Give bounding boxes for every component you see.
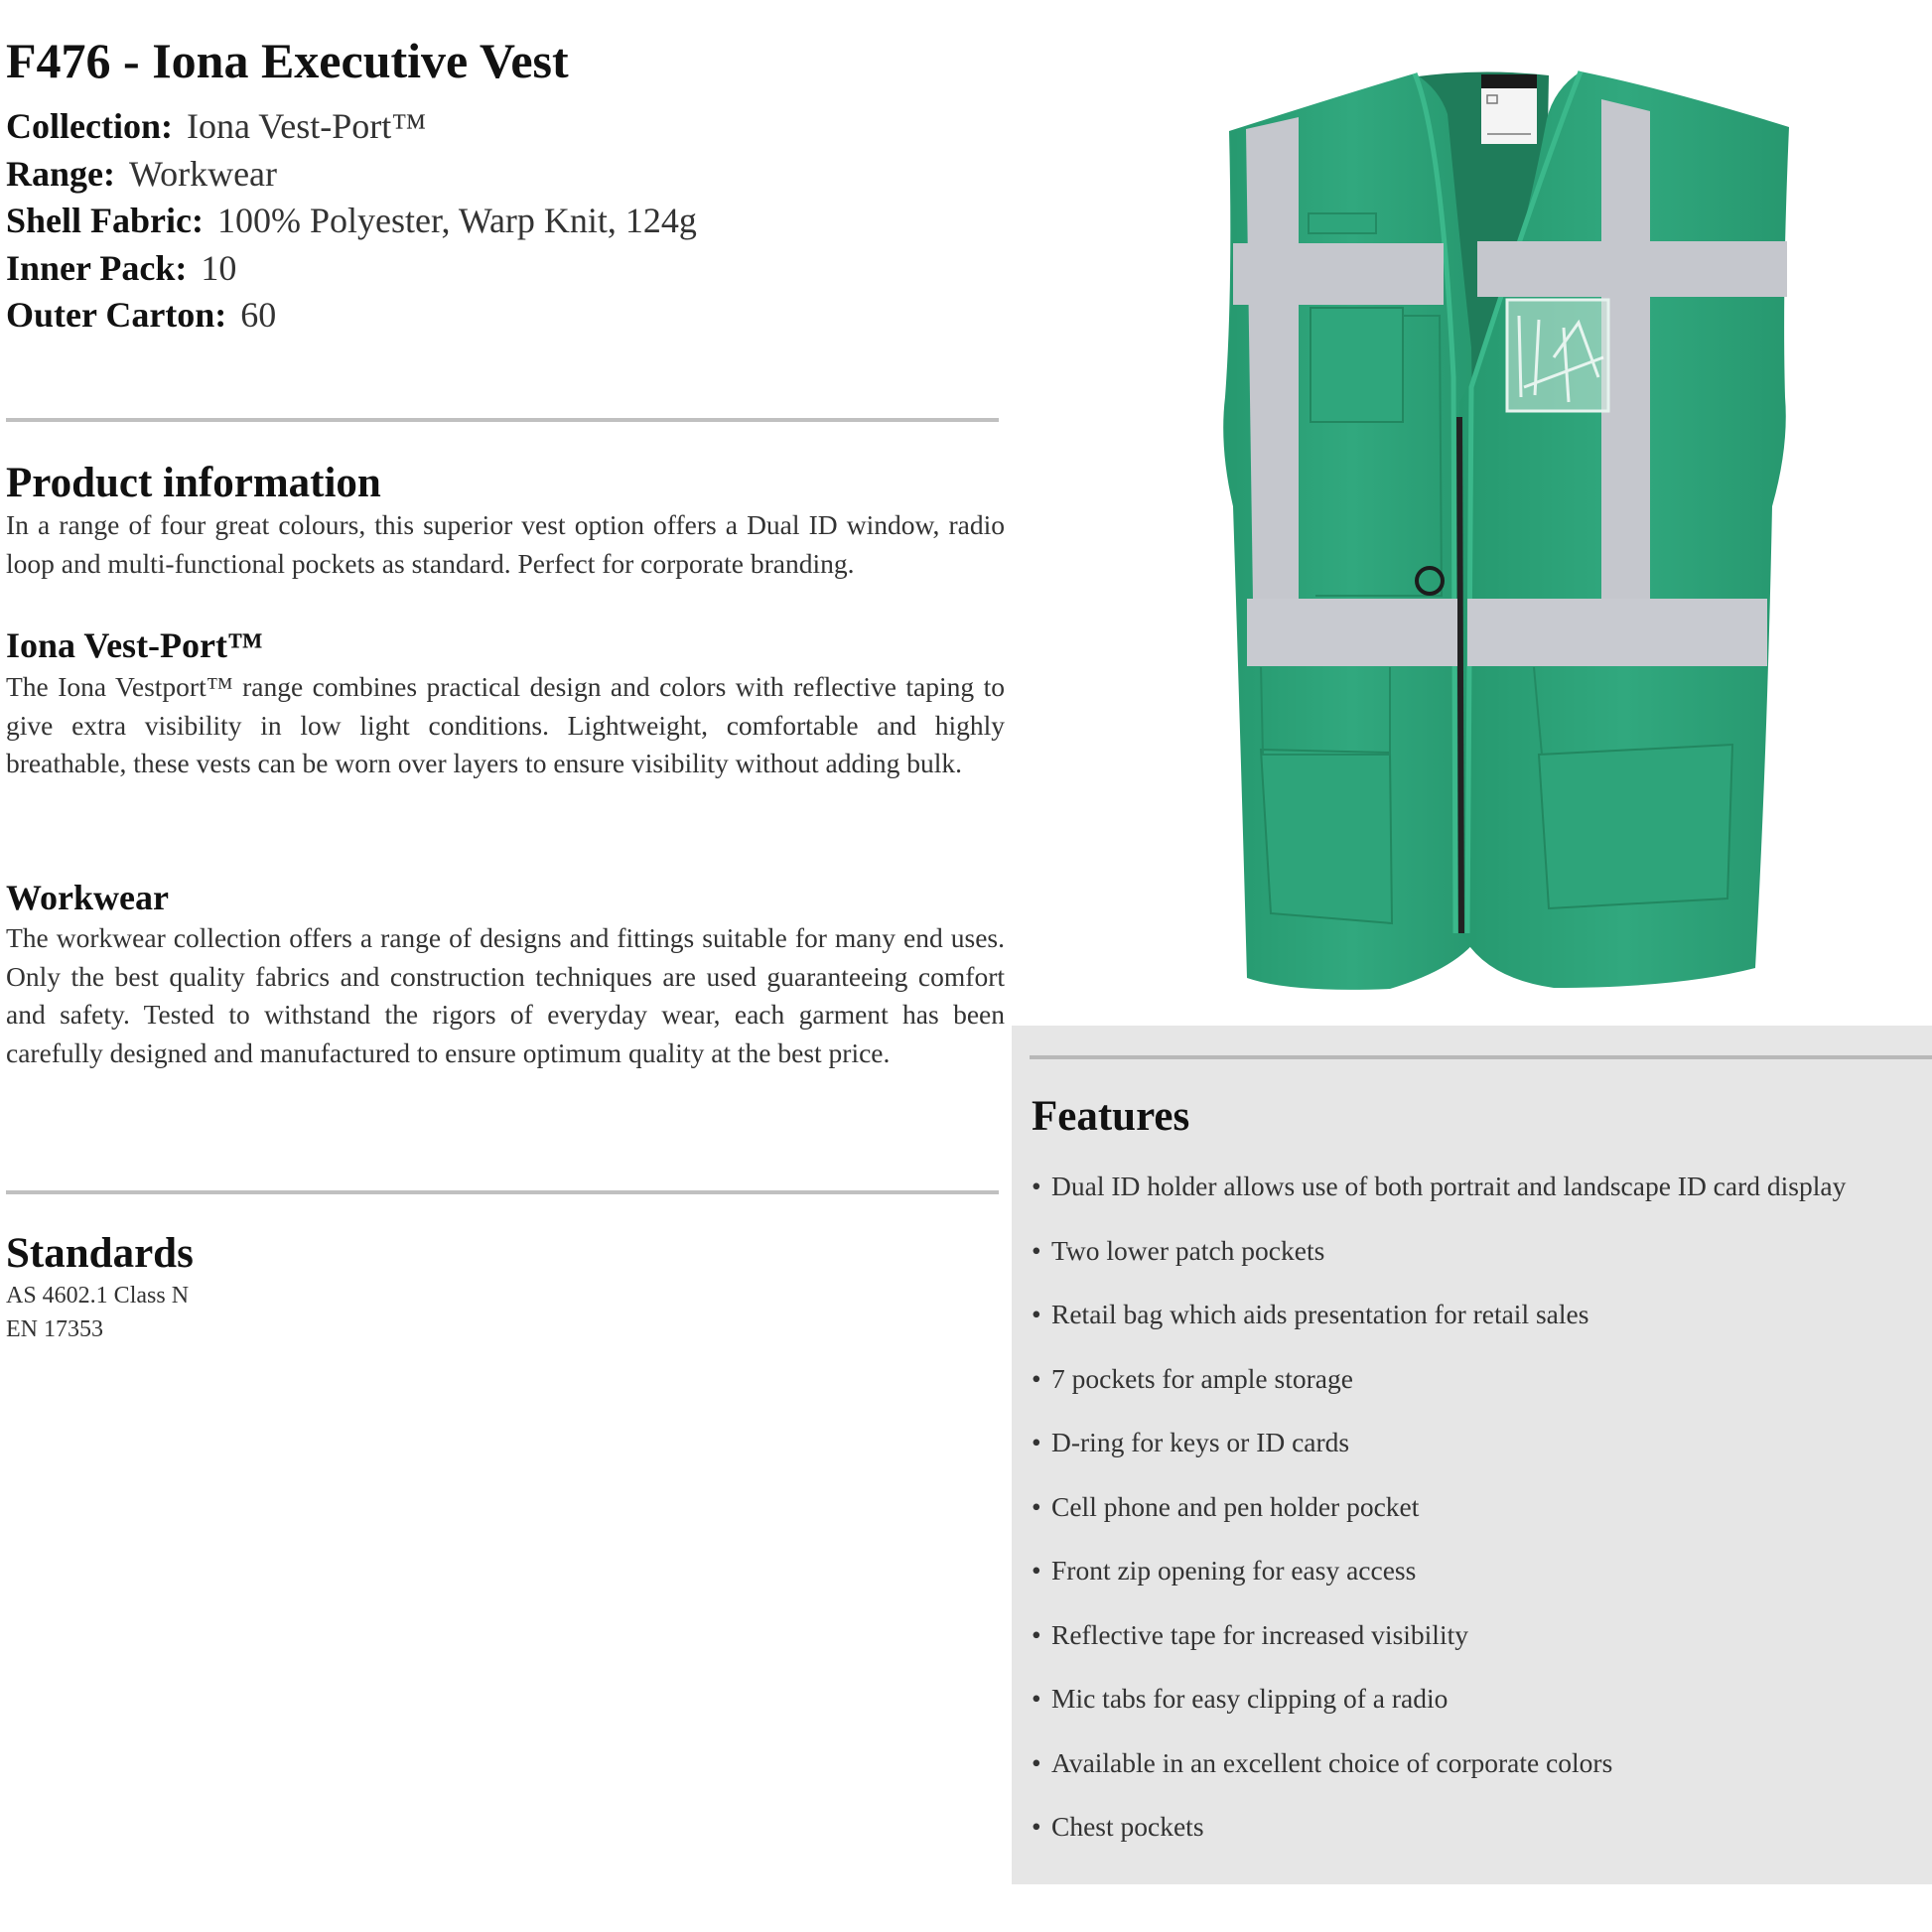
reflective-tape-waist-left <box>1247 599 1457 666</box>
section-divider <box>6 1190 999 1194</box>
vest-illustration <box>1211 60 1807 1003</box>
feature-text: Front zip opening for easy access <box>1051 1555 1417 1586</box>
feature-text: Two lower patch pockets <box>1051 1234 1325 1266</box>
lower-pocket-right <box>1539 745 1732 908</box>
spec-value: 10 <box>201 247 237 288</box>
bullet-icon: • <box>1032 1171 1041 1201</box>
spec-label: Shell Fabric: <box>6 201 204 240</box>
spec-label: Outer Carton: <box>6 295 227 335</box>
feature-item <box>1032 1680 1915 1717</box>
features-panel <box>1012 1026 1932 1884</box>
bullet-icon: • <box>1032 1299 1041 1329</box>
bullet-icon: • <box>1032 1683 1041 1714</box>
product-image <box>1211 60 1807 1003</box>
feature-text: Mic tabs for easy clipping of a radio <box>1051 1683 1449 1714</box>
range-text: The workwear collection offers a range of designs and fittings suitable for many end uses. Only the best quality fabrics and construction techniques are used guaranteeing comfort and safety. Tested to withstand the rigors of everyday wear, each garment has been carefully designed and manufactured to ensure optimum quality at the best price. <box>6 922 1005 1068</box>
product-information-text: In a range of four great colours, this superior vest option offers a Dual ID window, radio loop and multi-functional pockets as standard. Perfect for corporate branding. <box>6 509 1005 579</box>
spec-label: Collection: <box>6 106 173 146</box>
chest-pocket-flap <box>1311 308 1403 422</box>
feature-item <box>1032 1808 1915 1845</box>
spec-range <box>6 151 697 199</box>
feature-text: Cell phone and pen holder pocket <box>1051 1490 1420 1522</box>
bullet-icon: • <box>1032 1618 1041 1650</box>
features-heading: Features <box>1032 1093 1190 1140</box>
feature-item <box>1032 1168 1915 1204</box>
spec-outer-carton <box>6 292 697 340</box>
bullet-icon: • <box>1032 1811 1041 1842</box>
zipper <box>1459 417 1461 933</box>
standard-item: AS 4602.1 Class N <box>6 1283 190 1309</box>
collection-text: The Iona Vestport™ range combines practical design and colors with reflective taping to give extra visibility in low light conditions. Lightweight, comfortable and highly breathable, these vests can be worn over layers to ensure visibility without adding bulk. <box>6 671 1005 778</box>
product-information-heading: Product information <box>6 460 381 506</box>
bullet-icon: • <box>1032 1746 1041 1778</box>
bullet-icon: • <box>1032 1490 1041 1522</box>
feature-text: Chest pockets <box>1051 1811 1204 1842</box>
bullet-icon: • <box>1032 1555 1041 1586</box>
collection-heading: Iona Vest-Port™ <box>6 625 263 665</box>
reflective-tape-chest-left <box>1233 243 1444 305</box>
spec-shell-fabric <box>6 198 697 245</box>
feature-text: D-ring for keys or ID cards <box>1051 1427 1350 1457</box>
feature-text: Reflective tape for increased visibility <box>1051 1618 1468 1650</box>
feature-item <box>1032 1488 1915 1525</box>
product-title: F476 - Iona Executive Vest <box>6 33 569 88</box>
feature-text: Retail bag which aids presentation for retail sales <box>1051 1299 1589 1329</box>
spec-value: Iona Vest-Port™ <box>186 106 427 146</box>
feature-item <box>1032 1360 1915 1397</box>
spec-value: 100% Polyester, Warp Knit, 124g <box>216 201 697 240</box>
features-list <box>1032 1168 1915 1872</box>
range-heading: Workwear <box>6 878 169 917</box>
standards-list <box>6 1279 189 1346</box>
feature-text: Available in an excellent choice of corporate colors <box>1051 1746 1613 1778</box>
spec-label: Range: <box>6 153 115 194</box>
product-specs <box>6 103 697 340</box>
bullet-icon: • <box>1032 1234 1041 1266</box>
collar-label <box>1481 88 1537 144</box>
spec-collection <box>6 103 697 151</box>
reflective-tape-waist-right <box>1467 599 1767 666</box>
feature-item <box>1032 1424 1915 1460</box>
bullet-icon: • <box>1032 1362 1041 1394</box>
feature-text: Dual ID holder allows use of both portrait and landscape ID card display <box>1051 1171 1847 1201</box>
pen-pocket <box>1309 213 1376 233</box>
section-divider <box>1030 1055 1932 1059</box>
reflective-tape-chest-right <box>1477 241 1787 297</box>
feature-item <box>1032 1616 1915 1653</box>
feature-item <box>1032 1232 1915 1269</box>
bullet-icon: • <box>1032 1427 1041 1457</box>
spec-value: Workwear <box>129 153 278 194</box>
spec-inner-pack <box>6 245 697 293</box>
section-divider <box>6 418 999 422</box>
reflective-tape-left <box>1246 117 1299 601</box>
feature-item <box>1032 1552 1915 1588</box>
lower-pocket-left <box>1261 750 1392 923</box>
standard-item: EN 17353 <box>6 1316 103 1342</box>
collar-label-brand <box>1481 74 1537 88</box>
feature-item <box>1032 1744 1915 1781</box>
spec-label: Inner Pack: <box>6 247 188 288</box>
standards-heading: Standards <box>6 1230 194 1277</box>
spec-value: 60 <box>240 295 277 335</box>
feature-text: 7 pockets for ample storage <box>1051 1362 1353 1394</box>
feature-item <box>1032 1296 1915 1332</box>
